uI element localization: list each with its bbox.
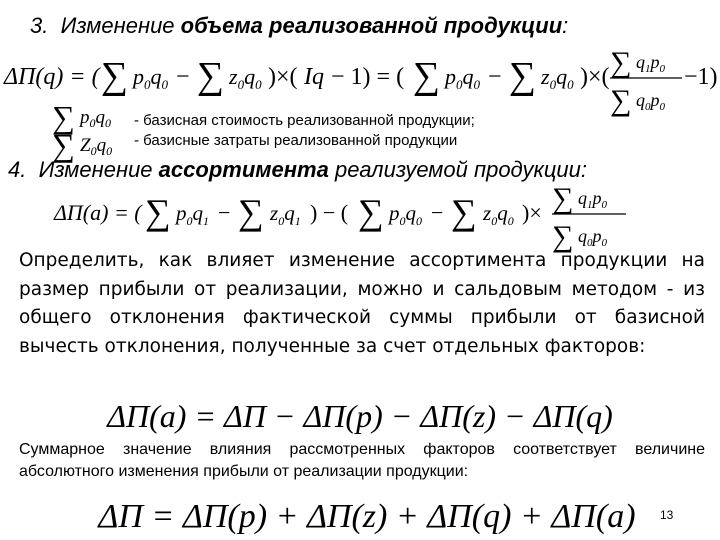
svg-text:−: − <box>431 200 444 225</box>
svg-text:∑: ∑ <box>52 99 75 135</box>
legend-symbols <box>0 96 140 163</box>
svg-text:Iq: Iq <box>304 64 324 90</box>
svg-text:p0q0: $p_0q_0$ <box>389 201 422 228</box>
page-number: 13 <box>660 508 674 522</box>
svg-text:∑: ∑ <box>238 192 264 232</box>
heading-volume-number: 3. <box>30 13 49 38</box>
svg-text:∑: ∑ <box>610 84 632 117</box>
explanation-paragraph: Определить, как влияет изменение ассортимента продукции на размер прибыли от реализации, можно и сальдовым методом - из общего отклонения фактической суммы прибыли от базисной вычесть отклонения, полученные за счет отдельных факторов: <box>19 250 705 357</box>
svg-text:)×(: )×( <box>580 64 610 90</box>
svg-text:z0q1: $z_0q_1$ <box>270 201 301 228</box>
legend-base-revenue: - базисная стоимость реализованной продукции; <box>134 112 475 129</box>
heading-volume-tail: : <box>562 13 569 38</box>
svg-text:∑: ∑ <box>552 220 574 253</box>
summary-paragraph: Суммарное значение влияния рассмотренных факторов соответствует величине абсолютного изменения прибыли от реализации продукции: <box>19 441 705 480</box>
svg-text:q1p0: $q_1p_0$ <box>578 188 607 211</box>
svg-text:z0q0: $z_0q_0$ <box>541 64 574 92</box>
svg-text:− 1) = (: − 1) = ( <box>331 64 405 90</box>
svg-text:)×: )× <box>522 200 542 225</box>
svg-text:−: − <box>176 64 190 90</box>
svg-text:∑: ∑ <box>101 55 129 97</box>
svg-text:p0q0: $p_0q_0$ <box>133 64 168 92</box>
svg-text:∑: ∑ <box>197 55 225 97</box>
heading-volume-lead: Изменение <box>60 13 181 38</box>
svg-text:ΔП = ΔП(p) + ΔП(z) + ΔП(q) + Δ: ΔП = ΔП(p) + ΔП(z) + ΔП(q) + ΔП(a) <box>98 498 636 535</box>
heading-volume <box>30 13 568 39</box>
svg-text:Z0q0: $Z_0q_0$ <box>80 135 113 158</box>
svg-text:p0q1: $p_0q_1$ <box>176 201 209 228</box>
legend-base-costs: - базисные затраты реализованной продукции <box>134 132 458 149</box>
svg-text:) − (: ) − ( <box>310 200 349 225</box>
svg-text:q1p0: $q_1p_0$ <box>636 52 665 75</box>
svg-text:q0p0: $q_0p_0$ <box>636 90 665 113</box>
formula-total-change <box>0 490 720 540</box>
svg-text:∑: ∑ <box>145 192 171 232</box>
svg-text:−: − <box>488 64 502 90</box>
svg-text:∑: ∑ <box>413 55 441 97</box>
svg-text:∑: ∑ <box>610 46 632 79</box>
svg-text:∑: ∑ <box>358 192 384 232</box>
svg-text:ΔП(a) = ΔП − ΔП(p) − ΔП(z) − Δ: ΔП(a) = ΔП − ΔП(p) − ΔП(z) − ΔП(q) <box>107 398 613 434</box>
svg-text:−1): −1) <box>684 64 718 90</box>
svg-text:)×(: )×( <box>268 64 298 90</box>
svg-text:−: − <box>218 200 231 225</box>
svg-text:z0q0: $z_0q_0$ <box>483 201 514 228</box>
svg-text:z0q0: $z_0q_0$ <box>229 64 262 92</box>
svg-text:p0q0: $p_0q_0$ <box>445 64 480 92</box>
svg-text:q0p0: $q_0p_0$ <box>578 226 607 249</box>
heading-assortment-number: 4. <box>8 157 27 182</box>
formula-assortment <box>0 180 720 253</box>
heading-volume-bold: объема реализованной продукции <box>180 13 563 38</box>
heading-assortment-tail: реализуемой продукции: <box>328 157 588 182</box>
svg-text:ΔП(q) = (: ΔП(q) = ( <box>4 64 100 90</box>
svg-text:∑: ∑ <box>52 127 75 163</box>
formula-balance-method <box>0 394 720 440</box>
heading-assortment-bold: ассортимента <box>158 157 329 182</box>
svg-text:∑: ∑ <box>509 55 537 97</box>
svg-text:∑: ∑ <box>451 192 477 232</box>
svg-text:∑: ∑ <box>552 182 574 215</box>
heading-assortment-lead: Изменение <box>38 157 159 182</box>
svg-text:p0q0: $p_0q_0$ <box>80 107 111 130</box>
svg-text:ΔП(a) = (: ΔП(a) = ( <box>54 200 142 225</box>
